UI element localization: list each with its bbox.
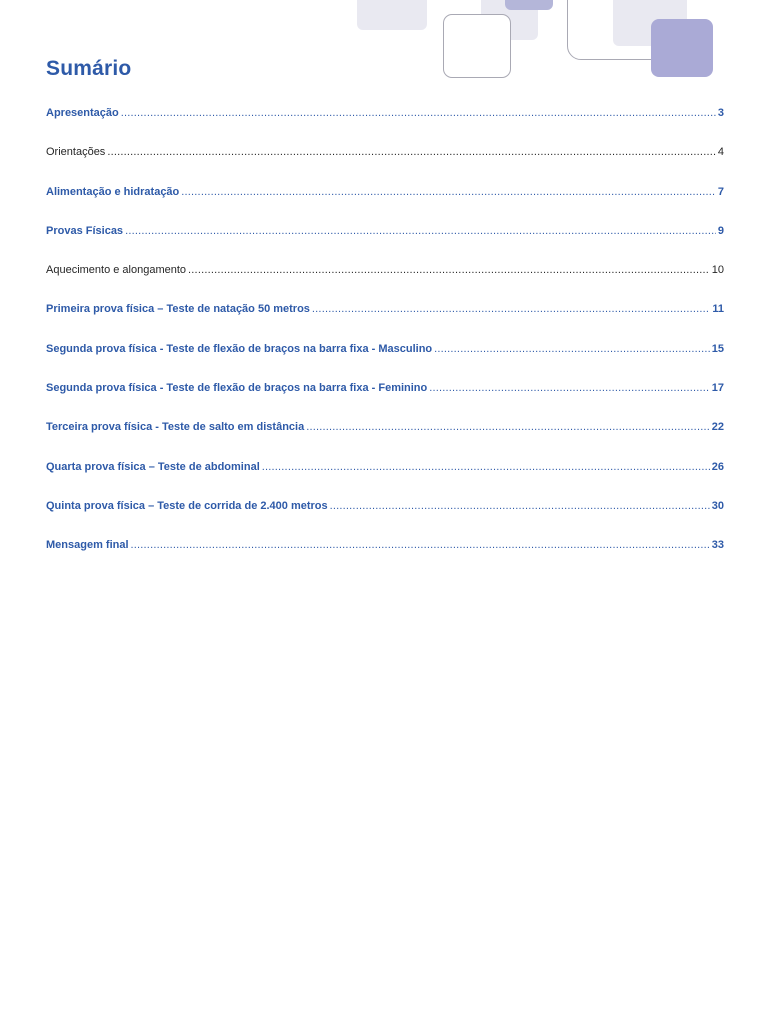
toc-entry-label: Aquecimento e alongamento [46, 264, 187, 277]
toc-entry-label: Quinta prova física – Teste de corrida de 2.400 metros [46, 499, 328, 512]
toc-entry[interactable] [46, 539, 724, 578]
toc-entry-page-number: 30 [711, 499, 724, 512]
toc-entry-page-number: 15 [711, 342, 724, 355]
deco-square-lavender-top [505, 0, 553, 10]
toc-dot-leader [330, 500, 710, 512]
toc-entry-page-number: 26 [711, 460, 724, 473]
toc-dot-leader [429, 382, 710, 394]
page-title: Sumário [46, 57, 132, 80]
toc-entry-label: Primeira prova física – Teste de natação 50 metros [46, 303, 310, 316]
toc-entry[interactable] [46, 303, 724, 342]
toc-entry-label: Alimentação e hidratação [46, 185, 180, 198]
toc-entry-page-number: 9 [717, 224, 724, 237]
toc-entry-page-number: 17 [711, 382, 724, 395]
deco-square-grey-1 [357, 0, 427, 30]
toc-dot-leader [131, 539, 710, 551]
toc-dot-leader [107, 146, 716, 158]
toc-entry-label: Apresentação [46, 107, 119, 119]
toc-entry-label: Terceira prova física - Teste de salto em distância [46, 421, 305, 434]
toc-entry[interactable] [46, 421, 724, 460]
toc-entry-page-number: 7 [717, 185, 724, 198]
toc-dot-leader [121, 107, 716, 119]
toc-entry-label: Segunda prova física - Teste de flexão de braços na barra fixa - Feminino [46, 382, 428, 395]
toc-dot-leader [262, 461, 710, 473]
toc-entry[interactable] [46, 225, 724, 264]
toc-entry[interactable] [46, 107, 724, 146]
toc-entry-label: Orientações [46, 146, 106, 159]
deco-square-lavender [651, 19, 713, 77]
toc-entry-page-number: 22 [711, 421, 724, 434]
toc-entry-page-number: 10 [711, 264, 724, 277]
toc-entry-label: Provas Físicas [46, 224, 124, 237]
toc-dot-leader [312, 303, 710, 315]
toc-entry[interactable] [46, 264, 724, 303]
toc-entry-label: Mensagem final [46, 539, 129, 552]
toc-dot-leader [434, 343, 710, 355]
toc-entry-page-number: 33 [711, 539, 724, 552]
toc-entry-label: Quarta prova física – Teste de abdominal [46, 460, 260, 473]
toc-dot-leader [306, 421, 710, 433]
toc-entry-label: Segunda prova física - Teste de flexão de braços na barra fixa - Masculino [46, 342, 433, 355]
toc-entry[interactable] [46, 146, 724, 185]
toc-entry[interactable] [46, 500, 724, 539]
toc-entry[interactable] [46, 382, 724, 421]
toc-entry-page-number: 4 [717, 146, 724, 159]
toc-entry[interactable] [46, 343, 724, 382]
toc-entry-page-number: 11 [712, 303, 724, 316]
toc-entry[interactable] [46, 461, 724, 500]
table-of-contents [46, 107, 724, 579]
toc-entry[interactable] [46, 186, 724, 225]
toc-dot-leader [125, 225, 716, 237]
toc-dot-leader [181, 186, 716, 198]
deco-square-outline-small [443, 14, 511, 78]
toc-dot-leader [188, 264, 710, 276]
toc-entry-page-number: 3 [717, 107, 724, 119]
